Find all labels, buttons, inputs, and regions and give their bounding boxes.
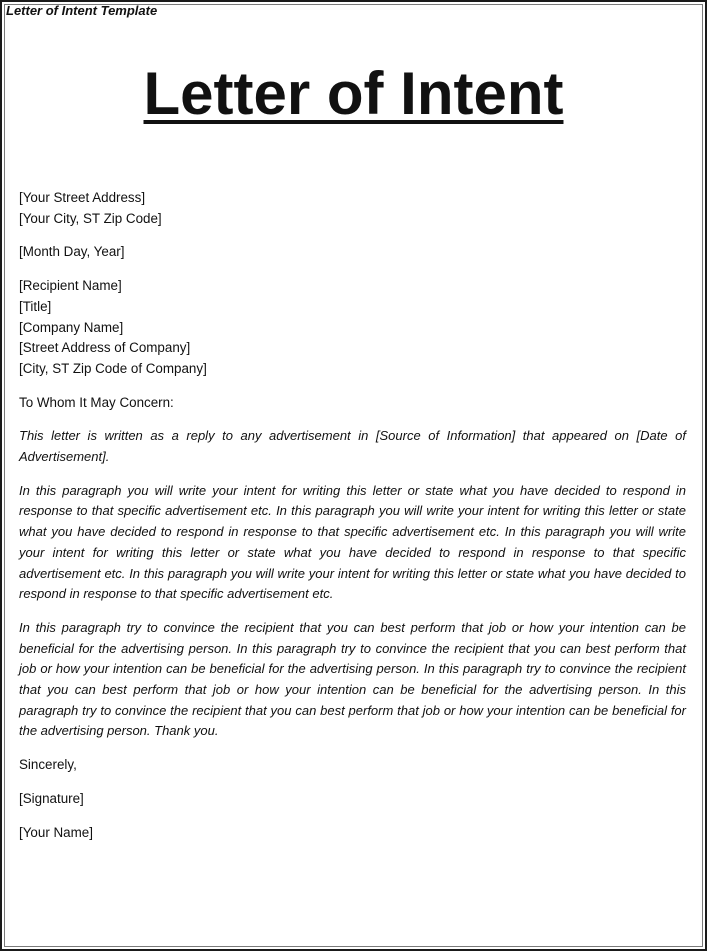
letter-date [19, 242, 686, 263]
name-block [19, 823, 686, 844]
recipient-name: [Recipient Name] [19, 278, 122, 294]
recipient-city: [City, ST Zip Code of Company] [19, 360, 207, 376]
closing-text: Sincerely, [19, 757, 77, 773]
signature-block [19, 789, 686, 810]
recipient-title: [Title] [19, 298, 52, 314]
salutation [19, 393, 686, 414]
signature-text: [Signature] [19, 790, 84, 806]
your-name-text: [Your Name] [19, 824, 93, 840]
convince-paragraph: In this paragraph try to convince the recipient that you can best perform that job or how your intention can be beneficial for the advertising person. In this paragraph try to convince the recipient that you can best perform that job or how your intention can be beneficial for the advertising person. In this paragraph try to convince the recipient that you can best perform that job or how your intention can be beneficial for the advertising person. In this paragraph try to convince the recipient that you can best perform that job or how your intention can be beneficial for the advertising person. Thank you. [19, 619, 686, 739]
intro-paragraph: This letter is written as a reply to any advertisement in [Source of Information] that appeared on [Date of Advertisement]. [19, 428, 686, 465]
page-title [0, 58, 707, 130]
intent-paragraph: In this paragraph you will write your intent for writing this letter or state what you have decided to respond in response to that specific advertisement etc. In this paragraph you will write your intent for writing this letter or state what you have decided to respond in response to that specific advertisement etc. In this paragraph you will write your intent for writing this letter or state what you have decided to respond in response to that specific advertisement etc. In this paragraph you will write your intent for writing this letter or state what you have decided to respond in response to that specific advertisement etc. [19, 482, 686, 602]
recipient-street: [Street Address of Company] [19, 340, 191, 356]
template-label: Letter of Intent Template [6, 3, 158, 18]
title-text: Letter of Intent [143, 60, 564, 127]
sender-city: [Your City, ST Zip Code] [19, 210, 162, 226]
salutation-text: To Whom It May Concern: [19, 394, 174, 410]
letter-body [19, 188, 686, 856]
sender-address [19, 188, 686, 229]
closing [19, 755, 686, 776]
recipient-company: [Company Name] [19, 319, 124, 335]
sender-street: [Your Street Address] [19, 190, 146, 205]
recipient-address [19, 276, 686, 380]
date-text: [Month Day, Year] [19, 244, 125, 260]
